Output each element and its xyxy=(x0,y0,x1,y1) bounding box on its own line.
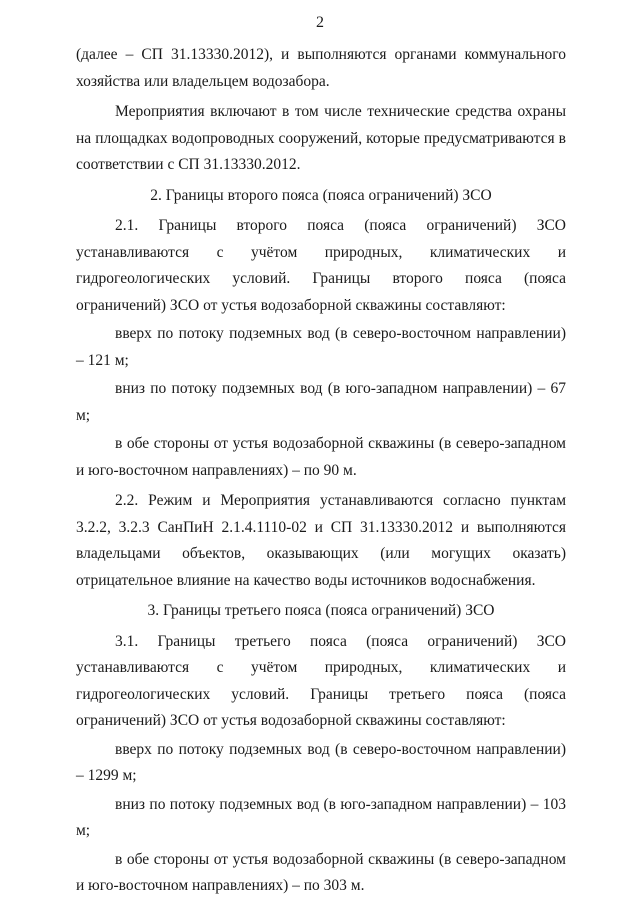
section-2-downstream: вниз по потоку подземных вод (в юго-западном направлении) – 67 м; xyxy=(76,380,566,424)
page-number: 2 xyxy=(316,14,324,31)
section-2-sides: в обе стороны от устья водозаборной скважины (в северо-западном и юго-восточном направлениях) – по 90 м. xyxy=(76,435,566,479)
intro-continuation: (далее – СП 31.13330.2012), и выполняются органами коммунального хозяйства или владельцем водозабора. xyxy=(76,46,566,90)
section-3-sides: в обе стороны от устья водозаборной скважины (в северо-западном и юго-восточном направлениях) – по 303 м. xyxy=(76,850,566,894)
section-3-downstream: вниз по потоку подземных вод (в юго-западном направлении) – 103 м; xyxy=(76,795,566,839)
section-2-heading: 2. Границы второго пояса (пояса ограничений) ЗСО xyxy=(150,186,492,204)
section-3-1-paragraph: 3.1. Границы третьего пояса (пояса ограничений) ЗСО устанавливаются с учётом природных, климатических и гидрогеологических условий. Границы третьего пояса (пояса ограничений) ЗСО от устья водозаборной скважины составляют: xyxy=(76,632,566,729)
document-body xyxy=(76,42,566,900)
section-3-heading: 3. Границы третьего пояса (пояса ограничений) ЗСО xyxy=(147,602,495,619)
section-2-upstream: вверх по потоку подземных вод (в северо-восточном направлении) – 121 м; xyxy=(76,325,566,369)
section-3-upstream: вверх по потоку подземных вод (в северо-восточном направлении) – 1299 м; xyxy=(76,740,566,784)
intro-measures: Мероприятия включают в том числе технические средства охраны на площадках водопроводных сооружений, которые предусматриваются в соответствии с СП 31.13330.2012. xyxy=(76,103,566,173)
section-2-1-paragraph: 2.1. Границы второго пояса (пояса ограничений) ЗСО устанавливаются с учётом природных, климатических и гидрогеологических условий. Границы второго пояса (пояса ограничений) ЗСО от устья водозаборной скважины составляют: xyxy=(76,217,566,314)
section-2-2-paragraph: 2.2. Режим и Мероприятия устанавливаются согласно пунктам 3.2.2, 3.2.3 СанПиН 2.1.4.1110-02 и СП 31.13330.2012 и выполняются владельцами объектов, оказывающих (или могущих оказать) отрицательное влияние на качество воды источников водоснабжения. xyxy=(76,492,566,589)
